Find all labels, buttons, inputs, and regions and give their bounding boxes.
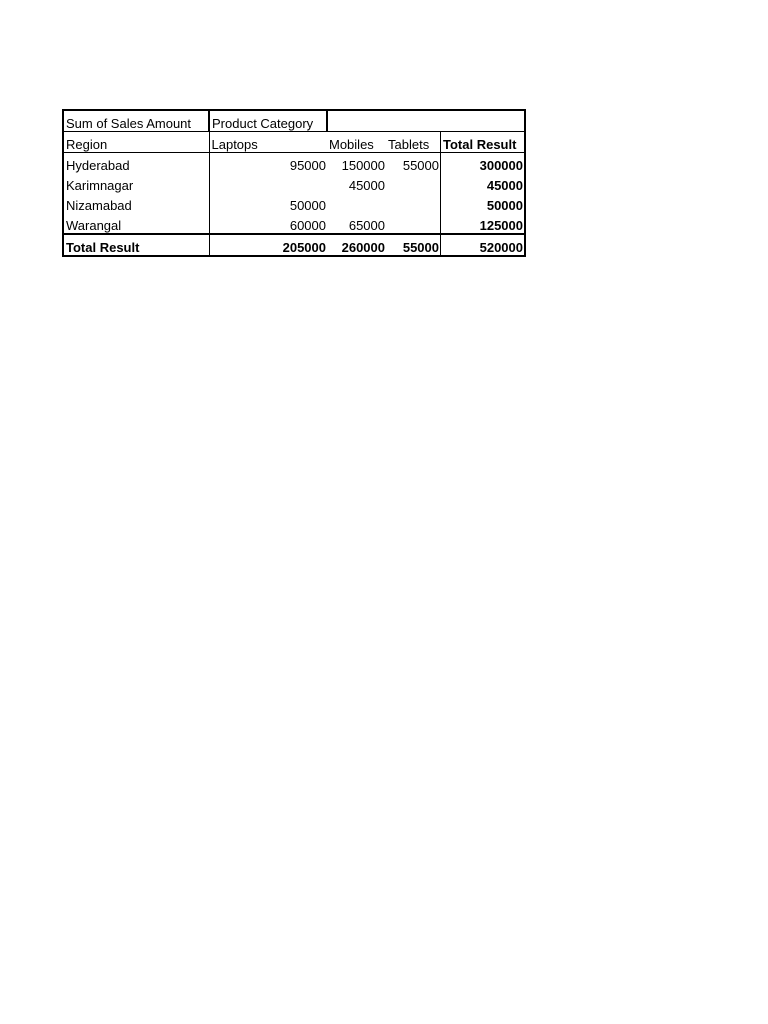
column-header-mobiles[interactable]: Mobiles — [327, 132, 386, 153]
region-cell[interactable]: Hyderabad — [63, 153, 209, 174]
column-header-row — [63, 132, 525, 153]
grand-total-cell[interactable]: 520000 — [441, 234, 526, 256]
value-cell[interactable]: 65000 — [348, 218, 385, 233]
grand-total-label[interactable]: Total Result — [63, 234, 209, 256]
value-cell[interactable] — [327, 193, 386, 213]
column-total-cell[interactable]: 55000 — [386, 234, 441, 256]
value-cell[interactable]: 45000 — [348, 178, 385, 193]
row-field-label[interactable]: Region — [63, 132, 209, 153]
column-total-cell[interactable]: 260000 — [327, 234, 386, 256]
table-row — [63, 193, 525, 213]
pivot-table — [62, 109, 526, 257]
column-field-label[interactable]: Product Category — [209, 110, 327, 132]
value-cell[interactable] — [386, 193, 441, 213]
pivot-header-row — [63, 110, 525, 132]
row-total-cell[interactable]: 45000 — [486, 178, 523, 193]
corner-label[interactable]: Sum of Sales Amount — [63, 110, 209, 132]
value-cell[interactable]: 150000 — [341, 158, 385, 173]
value-cell[interactable] — [386, 173, 441, 193]
row-total-cell[interactable]: 50000 — [486, 198, 523, 213]
empty-cell[interactable] — [327, 110, 386, 132]
column-header-laptops[interactable]: Laptops — [209, 132, 327, 153]
table-row — [63, 153, 525, 174]
value-cell[interactable] — [386, 213, 441, 234]
region-cell[interactable]: Karimnagar — [63, 173, 209, 193]
value-cell[interactable] — [209, 173, 327, 193]
column-header-total[interactable]: Total Result — [441, 132, 526, 153]
table-row — [63, 173, 525, 193]
empty-cell[interactable] — [441, 110, 526, 132]
table-row — [63, 213, 525, 234]
row-total-cell[interactable]: 125000 — [479, 218, 523, 233]
empty-cell[interactable] — [386, 110, 441, 132]
row-total-cell[interactable]: 300000 — [479, 158, 523, 173]
value-cell[interactable]: 60000 — [289, 218, 326, 233]
region-cell[interactable]: Warangal — [63, 213, 209, 234]
value-cell[interactable]: 95000 — [289, 158, 326, 173]
region-cell[interactable]: Nizamabad — [63, 193, 209, 213]
column-header-tablets[interactable]: Tablets — [386, 132, 441, 153]
value-cell[interactable]: 50000 — [289, 198, 326, 213]
value-cell[interactable]: 55000 — [386, 153, 441, 174]
grand-total-row — [63, 234, 525, 256]
column-total-cell[interactable]: 205000 — [209, 234, 327, 256]
